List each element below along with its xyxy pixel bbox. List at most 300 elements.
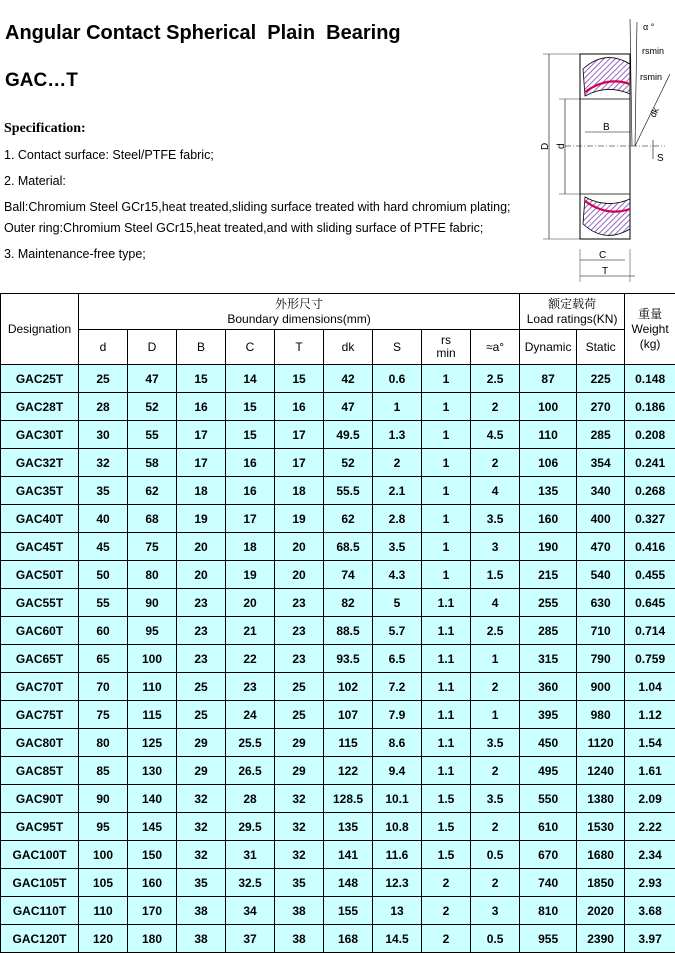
cell-d: 110 xyxy=(79,897,128,925)
cell-dk: 135 xyxy=(324,813,373,841)
cell-designation: GAC85T xyxy=(1,757,79,785)
cell-D: 95 xyxy=(128,617,177,645)
cell-D: 125 xyxy=(128,729,177,757)
header-dynamic: Dynamic xyxy=(520,330,577,365)
cell-designation: GAC45T xyxy=(1,533,79,561)
table-row xyxy=(1,841,675,869)
cell-d: 95 xyxy=(79,813,128,841)
cell-dk: 141 xyxy=(324,841,373,869)
cell-rs-min: 1.1 xyxy=(422,645,471,673)
cell-weight: 0.455 xyxy=(625,561,675,589)
cell-designation: GAC60T xyxy=(1,617,79,645)
table-row xyxy=(1,561,675,589)
cell-weight: 1.54 xyxy=(625,729,675,757)
cell-static: 2020 xyxy=(577,897,625,925)
cell-dk: 49.5 xyxy=(324,421,373,449)
cell-static: 1120 xyxy=(577,729,625,757)
cell-C: 21 xyxy=(226,617,275,645)
cell-weight: 2.34 xyxy=(625,841,675,869)
cell-designation: GAC80T xyxy=(1,729,79,757)
cell-C: 25.5 xyxy=(226,729,275,757)
cell-static: 630 xyxy=(577,589,625,617)
cell-designation: GAC95T xyxy=(1,813,79,841)
cell-rs-min: 1 xyxy=(422,505,471,533)
cell-weight: 0.148 xyxy=(625,365,675,393)
cell-T: 16 xyxy=(275,393,324,421)
cell-C: 14 xyxy=(226,365,275,393)
cell-S: 5 xyxy=(373,589,422,617)
cell-static: 1680 xyxy=(577,841,625,869)
cell-rs-min: 1 xyxy=(422,449,471,477)
header-designation: Designation xyxy=(1,294,79,365)
cell-designation: GAC28T xyxy=(1,393,79,421)
cell-rs-min: 1.1 xyxy=(422,589,471,617)
cell-D: 130 xyxy=(128,757,177,785)
cell-B: 23 xyxy=(177,617,226,645)
cell-C: 19 xyxy=(226,561,275,589)
label-rsmin-top: rsmin xyxy=(642,46,664,56)
spec-line-contact-surface: 1. Contact surface: Steel/PTFE fabric; xyxy=(4,148,214,162)
cell-D: 52 xyxy=(128,393,177,421)
cell-dynamic: 135 xyxy=(520,477,577,505)
cell-alpha: 2 xyxy=(471,673,520,701)
cell-designation: GAC90T xyxy=(1,785,79,813)
cell-C: 22 xyxy=(226,645,275,673)
cell-D: 180 xyxy=(128,925,177,953)
cell-rs-min: 2 xyxy=(422,897,471,925)
cell-designation: GAC65T xyxy=(1,645,79,673)
cell-dk: 128.5 xyxy=(324,785,373,813)
cell-weight: 0.714 xyxy=(625,617,675,645)
table-row xyxy=(1,925,675,953)
cell-C: 37 xyxy=(226,925,275,953)
cell-static: 1850 xyxy=(577,869,625,897)
top-hatched-section xyxy=(583,58,630,96)
table-row xyxy=(1,645,675,673)
cell-dynamic: 160 xyxy=(520,505,577,533)
cell-rs-min: 1.5 xyxy=(422,813,471,841)
page-title: Angular Contact Spherical Plain Bearing xyxy=(5,22,401,44)
cell-dk: 74 xyxy=(324,561,373,589)
cell-dynamic: 110 xyxy=(520,421,577,449)
cell-C: 16 xyxy=(226,449,275,477)
cell-rs-min: 2 xyxy=(422,925,471,953)
cell-weight: 0.268 xyxy=(625,477,675,505)
cell-B: 19 xyxy=(177,505,226,533)
cell-C: 20 xyxy=(226,589,275,617)
cell-weight: 0.327 xyxy=(625,505,675,533)
cell-T: 32 xyxy=(275,841,324,869)
cell-S: 2 xyxy=(373,449,422,477)
cell-B: 32 xyxy=(177,841,226,869)
cell-dk: 82 xyxy=(324,589,373,617)
cell-weight: 1.12 xyxy=(625,701,675,729)
cell-static: 400 xyxy=(577,505,625,533)
cell-S: 4.3 xyxy=(373,561,422,589)
cell-weight: 3.97 xyxy=(625,925,675,953)
table-row xyxy=(1,897,675,925)
cell-S: 14.5 xyxy=(373,925,422,953)
cell-B: 29 xyxy=(177,757,226,785)
cell-B: 20 xyxy=(177,533,226,561)
cell-D: 55 xyxy=(128,421,177,449)
cell-C: 16 xyxy=(226,477,275,505)
cell-alpha: 3 xyxy=(471,897,520,925)
cell-dynamic: 315 xyxy=(520,645,577,673)
cell-B: 29 xyxy=(177,729,226,757)
cell-dynamic: 610 xyxy=(520,813,577,841)
cell-B: 17 xyxy=(177,421,226,449)
cell-C: 17 xyxy=(226,505,275,533)
cell-T: 29 xyxy=(275,729,324,757)
cell-D: 75 xyxy=(128,533,177,561)
cell-dynamic: 215 xyxy=(520,561,577,589)
cell-C: 34 xyxy=(226,897,275,925)
table-row xyxy=(1,729,675,757)
cell-rs-min: 1.5 xyxy=(422,841,471,869)
cell-d: 75 xyxy=(79,701,128,729)
cell-alpha: 0.5 xyxy=(471,841,520,869)
cell-dynamic: 255 xyxy=(520,589,577,617)
label-C: C xyxy=(599,250,607,261)
cell-S: 12.3 xyxy=(373,869,422,897)
bearing-diagram xyxy=(535,14,675,284)
cell-static: 2390 xyxy=(577,925,625,953)
header-S: S xyxy=(373,330,422,365)
cell-D: 115 xyxy=(128,701,177,729)
label-S: S xyxy=(657,153,664,164)
cell-dynamic: 810 xyxy=(520,897,577,925)
label-B: B xyxy=(603,122,610,133)
cell-designation: GAC40T xyxy=(1,505,79,533)
cell-B: 32 xyxy=(177,813,226,841)
cell-alpha: 2 xyxy=(471,869,520,897)
cell-weight: 2.22 xyxy=(625,813,675,841)
table-row xyxy=(1,589,675,617)
cell-B: 23 xyxy=(177,645,226,673)
cell-alpha: 2.5 xyxy=(471,617,520,645)
cell-alpha: 1 xyxy=(471,645,520,673)
cell-C: 24 xyxy=(226,701,275,729)
header-weight-unit: (kg) xyxy=(639,336,661,351)
cell-d: 28 xyxy=(79,393,128,421)
cell-static: 270 xyxy=(577,393,625,421)
cell-T: 23 xyxy=(275,645,324,673)
cell-B: 25 xyxy=(177,673,226,701)
cell-S: 10.1 xyxy=(373,785,422,813)
cell-d: 65 xyxy=(79,645,128,673)
cell-D: 145 xyxy=(128,813,177,841)
header-alpha: ≈a° xyxy=(471,330,520,365)
header-T: T xyxy=(275,330,324,365)
cell-D: 58 xyxy=(128,449,177,477)
cell-alpha: 1.5 xyxy=(471,561,520,589)
label-T: T xyxy=(602,266,609,277)
cell-dynamic: 450 xyxy=(520,729,577,757)
cell-dk: 42 xyxy=(324,365,373,393)
model-series: GAC…T xyxy=(5,70,78,91)
cell-dynamic: 106 xyxy=(520,449,577,477)
cell-D: 90 xyxy=(128,589,177,617)
cell-alpha: 0.5 xyxy=(471,925,520,953)
table-row xyxy=(1,421,675,449)
cell-rs-min: 1.1 xyxy=(422,757,471,785)
cell-designation: GAC110T xyxy=(1,897,79,925)
cell-S: 1.3 xyxy=(373,421,422,449)
cell-D: 110 xyxy=(128,673,177,701)
label-dk: dk xyxy=(647,105,661,119)
cell-C: 26.5 xyxy=(226,757,275,785)
table-row xyxy=(1,869,675,897)
cell-dk: 52 xyxy=(324,449,373,477)
cell-C: 31 xyxy=(226,841,275,869)
cell-B: 32 xyxy=(177,785,226,813)
cell-dk: 107 xyxy=(324,701,373,729)
cell-D: 160 xyxy=(128,869,177,897)
spec-line-maintenance: 3. Maintenance-free type; xyxy=(4,247,146,261)
cell-d: 25 xyxy=(79,365,128,393)
header-rs-top: rs xyxy=(441,333,451,347)
cell-designation: GAC32T xyxy=(1,449,79,477)
cell-static: 1240 xyxy=(577,757,625,785)
cell-alpha: 4.5 xyxy=(471,421,520,449)
table-row xyxy=(1,477,675,505)
spec-line-ball: Ball:Chromium Steel GCr15,heat treated,sliding surface treated with hard chromium plating; xyxy=(4,200,511,214)
cell-static: 225 xyxy=(577,365,625,393)
cell-T: 20 xyxy=(275,561,324,589)
cell-rs-min: 1.5 xyxy=(422,785,471,813)
cell-S: 8.6 xyxy=(373,729,422,757)
header-B: B xyxy=(177,330,226,365)
table-row xyxy=(1,757,675,785)
header-weight-en: Weight xyxy=(631,321,669,336)
cell-B: 15 xyxy=(177,365,226,393)
table-row xyxy=(1,393,675,421)
cell-dynamic: 495 xyxy=(520,757,577,785)
cell-d: 105 xyxy=(79,869,128,897)
table-row xyxy=(1,701,675,729)
cell-D: 47 xyxy=(128,365,177,393)
cell-alpha: 2 xyxy=(471,813,520,841)
label-rsmin-mid: rsmin xyxy=(640,72,662,82)
cell-C: 28 xyxy=(226,785,275,813)
cell-B: 20 xyxy=(177,561,226,589)
cell-dk: 168 xyxy=(324,925,373,953)
table-row xyxy=(1,617,675,645)
cell-weight: 0.759 xyxy=(625,645,675,673)
cell-static: 710 xyxy=(577,617,625,645)
cell-designation: GAC35T xyxy=(1,477,79,505)
header-rs-bottom: min xyxy=(436,346,456,360)
cell-d: 35 xyxy=(79,477,128,505)
cell-S: 1 xyxy=(373,393,422,421)
cell-dk: 55.5 xyxy=(324,477,373,505)
cell-dk: 155 xyxy=(324,897,373,925)
cell-alpha: 4 xyxy=(471,477,520,505)
cell-d: 30 xyxy=(79,421,128,449)
table-row xyxy=(1,813,675,841)
cell-D: 150 xyxy=(128,841,177,869)
cell-dynamic: 395 xyxy=(520,701,577,729)
cell-B: 17 xyxy=(177,449,226,477)
header-rs-min xyxy=(422,330,471,365)
cell-rs-min: 1 xyxy=(422,365,471,393)
cell-dynamic: 285 xyxy=(520,617,577,645)
cell-S: 3.5 xyxy=(373,533,422,561)
cell-d: 120 xyxy=(79,925,128,953)
cell-dk: 47 xyxy=(324,393,373,421)
header-boundary-cn: 外形尺寸 xyxy=(275,296,324,311)
cell-S: 13 xyxy=(373,897,422,925)
header-weight xyxy=(625,294,675,365)
cell-dynamic: 360 xyxy=(520,673,577,701)
cell-weight: 0.645 xyxy=(625,589,675,617)
cell-C: 15 xyxy=(226,393,275,421)
cell-S: 2.8 xyxy=(373,505,422,533)
cell-B: 23 xyxy=(177,589,226,617)
bottom-hatched-section xyxy=(583,197,630,235)
cell-dk: 62 xyxy=(324,505,373,533)
cell-static: 1530 xyxy=(577,813,625,841)
cell-alpha: 2 xyxy=(471,393,520,421)
cell-T: 25 xyxy=(275,673,324,701)
cell-static: 340 xyxy=(577,477,625,505)
cell-S: 6.5 xyxy=(373,645,422,673)
header-D: D xyxy=(128,330,177,365)
cell-T: 17 xyxy=(275,421,324,449)
cell-d: 55 xyxy=(79,589,128,617)
cell-S: 10.8 xyxy=(373,813,422,841)
spec-line-material: 2. Material: xyxy=(4,174,66,188)
cell-static: 470 xyxy=(577,533,625,561)
cell-alpha: 4 xyxy=(471,589,520,617)
cell-d: 45 xyxy=(79,533,128,561)
cell-weight: 0.208 xyxy=(625,421,675,449)
cell-alpha: 3.5 xyxy=(471,729,520,757)
cell-T: 32 xyxy=(275,813,324,841)
cell-B: 38 xyxy=(177,897,226,925)
cell-rs-min: 1.1 xyxy=(422,701,471,729)
cell-rs-min: 1.1 xyxy=(422,729,471,757)
cell-alpha: 2.5 xyxy=(471,365,520,393)
cell-T: 20 xyxy=(275,533,324,561)
cell-B: 38 xyxy=(177,925,226,953)
specification-table xyxy=(0,293,675,953)
header-boundary-en: Boundary dimensions(mm) xyxy=(227,311,371,326)
cell-S: 7.2 xyxy=(373,673,422,701)
header-dk: dk xyxy=(324,330,373,365)
header-load-ratings xyxy=(520,294,625,330)
cell-T: 29 xyxy=(275,757,324,785)
cell-rs-min: 1.1 xyxy=(422,673,471,701)
cell-d: 80 xyxy=(79,729,128,757)
cell-dynamic: 955 xyxy=(520,925,577,953)
cell-weight: 3.68 xyxy=(625,897,675,925)
cell-D: 68 xyxy=(128,505,177,533)
table-body xyxy=(1,365,675,953)
cell-rs-min: 1 xyxy=(422,533,471,561)
table-row xyxy=(1,533,675,561)
cell-alpha: 2 xyxy=(471,449,520,477)
cell-D: 80 xyxy=(128,561,177,589)
cell-weight: 0.241 xyxy=(625,449,675,477)
cell-T: 32 xyxy=(275,785,324,813)
cell-d: 85 xyxy=(79,757,128,785)
cell-weight: 1.04 xyxy=(625,673,675,701)
header-load-cn: 额定载荷 xyxy=(548,296,597,311)
cell-static: 354 xyxy=(577,449,625,477)
cell-T: 38 xyxy=(275,897,324,925)
header-weight-cn: 重量 xyxy=(638,306,663,321)
cell-designation: GAC105T xyxy=(1,869,79,897)
cell-static: 540 xyxy=(577,561,625,589)
cell-rs-min: 1 xyxy=(422,561,471,589)
cell-T: 18 xyxy=(275,477,324,505)
cell-weight: 2.93 xyxy=(625,869,675,897)
cell-d: 40 xyxy=(79,505,128,533)
cell-d: 90 xyxy=(79,785,128,813)
cell-dynamic: 670 xyxy=(520,841,577,869)
cell-dk: 88.5 xyxy=(324,617,373,645)
cell-d: 60 xyxy=(79,617,128,645)
cell-S: 2.1 xyxy=(373,477,422,505)
header-boundary-dimensions xyxy=(79,294,520,330)
cell-C: 18 xyxy=(226,533,275,561)
label-d: d xyxy=(556,143,567,149)
cell-rs-min: 1.1 xyxy=(422,617,471,645)
header-C: C xyxy=(226,330,275,365)
cell-alpha: 2 xyxy=(471,757,520,785)
cell-S: 5.7 xyxy=(373,617,422,645)
cell-weight: 1.61 xyxy=(625,757,675,785)
table-row xyxy=(1,365,675,393)
cell-dk: 93.5 xyxy=(324,645,373,673)
cell-rs-min: 1 xyxy=(422,421,471,449)
cell-rs-min: 1 xyxy=(422,477,471,505)
cell-dynamic: 100 xyxy=(520,393,577,421)
cell-S: 0.6 xyxy=(373,365,422,393)
spec-line-outer-ring: Outer ring:Chromium Steel GCr15,heat treated,and with sliding surface of PTFE fabric; xyxy=(4,221,484,235)
cell-B: 16 xyxy=(177,393,226,421)
cell-D: 170 xyxy=(128,897,177,925)
cell-T: 35 xyxy=(275,869,324,897)
cell-S: 9.4 xyxy=(373,757,422,785)
cell-dynamic: 740 xyxy=(520,869,577,897)
cell-D: 62 xyxy=(128,477,177,505)
cell-designation: GAC25T xyxy=(1,365,79,393)
cell-C: 32.5 xyxy=(226,869,275,897)
header-load-en: Load ratings(KN) xyxy=(526,311,618,326)
cell-designation: GAC70T xyxy=(1,673,79,701)
cell-alpha: 1 xyxy=(471,701,520,729)
cell-T: 23 xyxy=(275,617,324,645)
cell-d: 100 xyxy=(79,841,128,869)
cell-D: 100 xyxy=(128,645,177,673)
cell-static: 790 xyxy=(577,645,625,673)
cell-alpha: 3.5 xyxy=(471,505,520,533)
cell-dk: 148 xyxy=(324,869,373,897)
cell-B: 35 xyxy=(177,869,226,897)
cell-static: 285 xyxy=(577,421,625,449)
cell-dynamic: 550 xyxy=(520,785,577,813)
table-row xyxy=(1,449,675,477)
cell-rs-min: 1 xyxy=(422,393,471,421)
cell-S: 7.9 xyxy=(373,701,422,729)
cell-dk: 68.5 xyxy=(324,533,373,561)
label-D: D xyxy=(540,142,551,150)
cell-T: 23 xyxy=(275,589,324,617)
cell-rs-min: 2 xyxy=(422,869,471,897)
